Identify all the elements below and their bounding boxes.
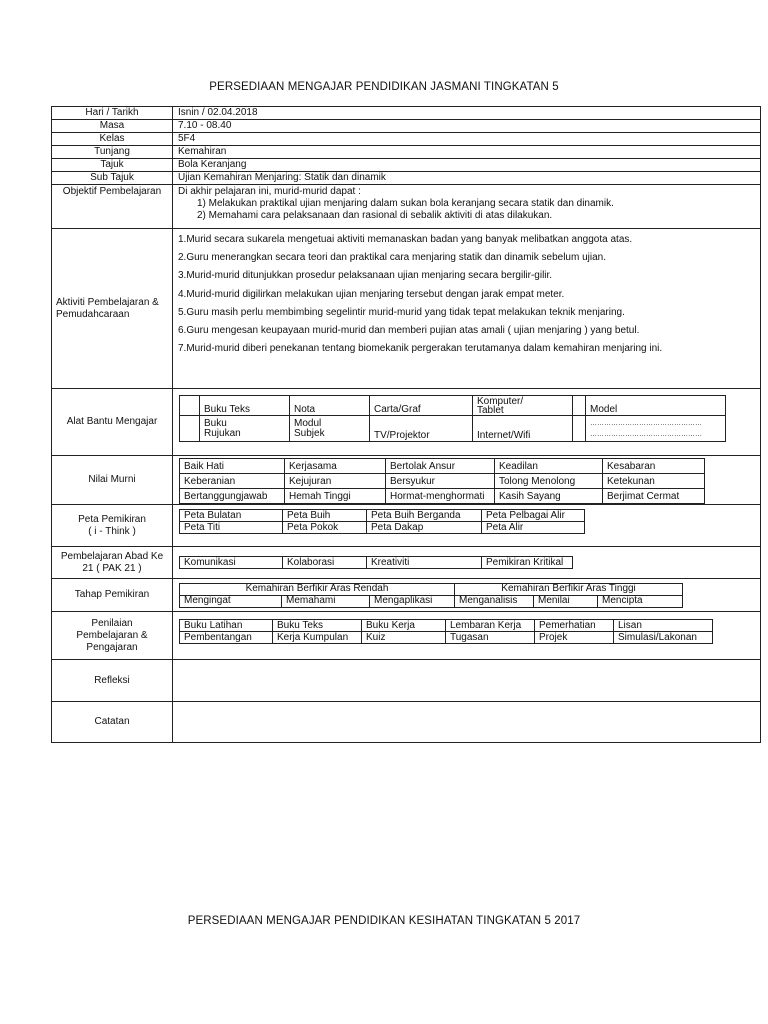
penilaian-item: Kuiz: [362, 632, 446, 644]
nilai-item: Berjimat Cermat: [603, 489, 705, 504]
peta-item: Peta Buih: [283, 510, 367, 522]
label-tajuk: Tajuk: [52, 159, 173, 172]
tahap-aras-rendah: Kemahiran Berfikir Aras Rendah: [180, 583, 455, 595]
objektif-item-2: 2) Memahami cara pelaksanaan dan rasional di sebalik aktiviti di atas dilakukan.: [197, 210, 553, 221]
value-hari-tarikh: Isnin / 02.04.2018: [173, 107, 761, 120]
value-catatan: [173, 702, 761, 743]
row-kelas: [52, 133, 761, 146]
alat-modul-subjek: [290, 416, 370, 442]
aktiviti-item: 6.Guru mengesan keupayaan murid-murid dan memberi pujian atas amali ( ujian menjaring ) yang betul.: [178, 325, 640, 337]
peta-item: Peta Bulatan: [180, 510, 283, 522]
pak21-item: Kolaborasi: [283, 557, 367, 569]
peta-grid: [179, 509, 585, 534]
label-peta-pemikiran: [52, 505, 173, 547]
value-nilai-murni: [173, 456, 761, 505]
peta-item: Peta Pelbagai Alir: [482, 510, 585, 522]
penilaian-item: Projek: [535, 632, 614, 644]
peta-label-line-1: Peta Pemikiran: [78, 513, 146, 525]
tahap-item: Mengingat: [180, 595, 282, 607]
penilaian-label-line-2: Pembelajaran &: [76, 629, 148, 641]
penilaian-item: Simulasi/Lakonan: [614, 632, 713, 644]
label-tahap-pemikiran: Tahap Pemikiran: [52, 579, 173, 612]
nilai-item: Kerjasama: [285, 459, 386, 474]
pak21-label-line-1: Pembelajaran Abad Ke: [60, 550, 164, 562]
footer-title: PERSEDIAAN MENGAJAR PENDIDIKAN KESIHATAN TINGKATAN 5 2017: [187, 915, 581, 927]
label-kelas: Kelas: [52, 133, 173, 146]
label-penilaian: [52, 612, 173, 660]
row-nilai-murni: [52, 456, 761, 505]
penilaian-item: Pemerhatian: [535, 620, 614, 632]
alat-internet-wifi: Internet/Wifi: [473, 416, 573, 442]
alat-dots-line-1: …………………………………………: [590, 419, 702, 427]
label-aktiviti: [52, 229, 173, 389]
value-peta-pemikiran: [173, 505, 761, 547]
pak21-label-line-2: 21 ( PAK 21 ): [82, 562, 142, 574]
row-objektif: [52, 185, 761, 229]
penilaian-grid: [179, 619, 713, 644]
alat-grid: [179, 395, 726, 442]
value-objektif: [173, 185, 761, 229]
label-tunjang: Tunjang: [52, 146, 173, 159]
label-sub-tajuk: Sub Tajuk: [52, 172, 173, 185]
nilai-item: Tolong Menolong: [495, 474, 603, 489]
peta-item: Peta Pokok: [283, 522, 367, 534]
alat-buku-line-2: Rujukan: [204, 427, 241, 439]
row-catatan: [52, 702, 761, 743]
nilai-item: Bertanggungjawab: [180, 489, 285, 504]
value-alat-bantu: [173, 389, 761, 456]
label-masa: Masa: [52, 120, 173, 133]
value-tunjang: Kemahiran: [173, 146, 761, 159]
alat-komputer-line-1: Komputer/: [477, 395, 524, 407]
row-tunjang: [52, 146, 761, 159]
penilaian-item: Buku Teks: [273, 620, 362, 632]
label-pak21: [52, 547, 173, 579]
value-penilaian: [173, 612, 761, 660]
alat-buku-rujukan: [200, 416, 290, 442]
label-refleksi: Refleksi: [52, 660, 173, 702]
label-catatan: Catatan: [52, 702, 173, 743]
nilai-item: Hemah Tinggi: [285, 489, 386, 504]
tahap-item: Menilai: [534, 595, 598, 607]
aktiviti-item: 1.Murid secara sukarela mengetuai aktiviti memanaskan badan yang banyak melibatkan anggota atas.: [178, 234, 633, 245]
peta-item: Peta Dakap: [367, 522, 482, 534]
nilai-item: Ketekunan: [603, 474, 705, 489]
penilaian-item: Buku Latihan: [180, 620, 273, 632]
label-hari-tarikh: Hari / Tarikh: [52, 107, 173, 120]
row-pak21: [52, 547, 761, 579]
peta-label-line-2: ( i - Think ): [88, 525, 136, 537]
alat-komputer-line-2: Tablet: [477, 404, 504, 416]
penilaian-item: Lisan: [614, 620, 713, 632]
nilai-item: Hormat-menghormati: [386, 489, 495, 504]
tahap-item: Mengaplikasi: [370, 595, 455, 607]
value-pak21: [173, 547, 761, 579]
value-masa: 7.10 - 08.40: [173, 120, 761, 133]
alat-dots-line-2: …………………………………………: [590, 430, 702, 438]
pak21-item: Komunikasi: [180, 557, 283, 569]
row-penilaian: [52, 612, 761, 660]
objektif-item-1: 1) Melakukan praktikal ujian menjaring dalam sukan bola keranjang secara statik dan dinamik.: [197, 198, 614, 209]
aktiviti-item: 2.Guru menerangkan secara teori dan praktikal cara menjaring statik dan dinamik sebelum ujian.: [178, 252, 607, 264]
alat-buku-line-1: Buku: [204, 417, 227, 429]
value-kelas: 5F4: [173, 133, 761, 146]
aktiviti-item: 5.Guru masih perlu membimbing segelintir murid-murid yang tidak tepat melakukan teknik menjaring.: [178, 306, 625, 318]
nilai-grid: [179, 458, 705, 504]
row-hari-tarikh: [52, 107, 761, 120]
alat-lain-lain: [586, 416, 726, 442]
penilaian-item: Tugasan: [446, 632, 535, 644]
label-objektif: Objektif Pembelajaran: [52, 185, 173, 229]
tahap-item: Mencipta: [598, 595, 683, 607]
aktiviti-label-line-1: Aktiviti Pembelajaran &: [56, 296, 159, 308]
value-aktiviti: [173, 229, 761, 389]
objektif-intro: Di akhir pelajaran ini, murid-murid dapat :: [178, 186, 361, 197]
tahap-grid: [179, 583, 683, 608]
nilai-item: Kasih Sayang: [495, 489, 603, 504]
lesson-plan-table: [51, 106, 761, 743]
peta-item: Peta Buih Berganda: [367, 510, 482, 522]
alat-modul-line-2: Subjek: [294, 427, 325, 439]
nilai-item: Bersyukur: [386, 474, 495, 489]
aktiviti-item: 4.Murid-murid digilirkan melakukan ujian menjaring tersebut dengan jarak empat meter.: [178, 288, 565, 300]
penilaian-label-line-3: Pengajaran: [86, 641, 138, 653]
peta-item: Peta Titi: [180, 522, 283, 534]
row-aktiviti: [52, 229, 761, 389]
pak21-grid: [179, 556, 573, 569]
value-sub-tajuk: Ujian Kemahiran Menjaring: Statik dan dinamik: [173, 172, 761, 185]
nilai-item: Kejujuran: [285, 474, 386, 489]
row-tahap-pemikiran: [52, 579, 761, 612]
pak21-item: Pemikiran Kritikal: [482, 557, 573, 569]
tahap-aras-tinggi: Kemahiran Berfikir Aras Tinggi: [455, 583, 683, 595]
pak21-item: Kreativiti: [367, 557, 482, 569]
nilai-item: Keberanian: [180, 474, 285, 489]
alat-carta-graf: Carta/Graf: [370, 396, 473, 416]
penilaian-item: Buku Kerja: [362, 620, 446, 632]
nilai-item: Kesabaran: [603, 459, 705, 474]
alat-nota: Nota: [290, 396, 370, 416]
tahap-item: Memahami: [282, 595, 370, 607]
row-refleksi: [52, 660, 761, 702]
alat-komputer-tablet: [473, 396, 573, 416]
alat-buku-teks: Buku Teks: [200, 396, 290, 416]
aktiviti-label-line-2: Pemudahcaraan: [56, 308, 130, 320]
row-sub-tajuk: [52, 172, 761, 185]
penilaian-item: Kerja Kumpulan: [273, 632, 362, 644]
value-refleksi: [173, 660, 761, 702]
penilaian-item: Pembentangan: [180, 632, 273, 644]
row-peta-pemikiran: [52, 505, 761, 547]
aktiviti-item: 3.Murid-murid ditunjukkan prosedur pelaksanaan ujian menjaring secara bergilir-gilir.: [178, 270, 553, 282]
label-alat-bantu: Alat Bantu Mengajar: [52, 389, 173, 456]
nilai-item: Baik Hati: [180, 459, 285, 474]
alat-modul-line-1: Modul: [294, 417, 322, 429]
penilaian-item: Lembaran Kerja: [446, 620, 535, 632]
nilai-item: Keadilan: [495, 459, 603, 474]
row-alat-bantu: [52, 389, 761, 456]
aktiviti-item: 7.Murid-murid diberi penekanan tentang biomekanik pergerakan terutamanya dalam kemahiran menjaring ini.: [178, 343, 663, 355]
alat-model: Model: [586, 396, 726, 416]
alat-tv-projektor: TV/Projektor: [370, 416, 473, 442]
row-masa: [52, 120, 761, 133]
label-nilai-murni: Nilai Murni: [52, 456, 173, 505]
document-title: PERSEDIAAN MENGAJAR PENDIDIKAN JASMANI TINGKATAN 5: [209, 81, 559, 93]
peta-item: Peta Alir: [482, 522, 585, 534]
row-tajuk: [52, 159, 761, 172]
value-tahap-pemikiran: [173, 579, 761, 612]
penilaian-label-line-1: Penilaian: [91, 617, 133, 629]
nilai-item: Bertolak Ansur: [386, 459, 495, 474]
tahap-item: Menganalisis: [455, 595, 534, 607]
value-tajuk: Bola Keranjang: [173, 159, 761, 172]
